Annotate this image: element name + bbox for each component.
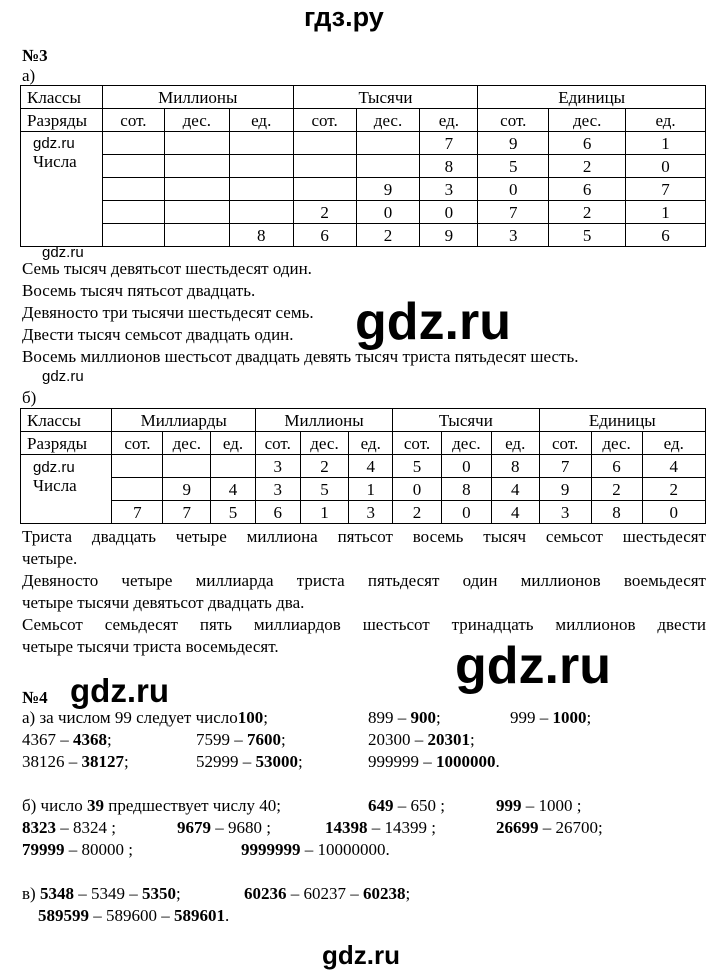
text: – 5349 – xyxy=(73,884,142,903)
class-billions: Миллиарды xyxy=(112,409,255,432)
paragraph-line: четыре тысячи триста восемьдесят. xyxy=(22,637,279,656)
class-thousands: Тысячи xyxy=(293,86,478,109)
text: 20300 – xyxy=(368,730,428,749)
digit-cell: 6 xyxy=(626,224,706,247)
digit-cell: 9 xyxy=(539,478,591,501)
numbers-header xyxy=(21,455,112,524)
text: б) число xyxy=(22,796,87,815)
digit-cell: 0 xyxy=(393,478,442,501)
digit-cell xyxy=(229,155,293,178)
digit-cell xyxy=(229,178,293,201)
answer: 4368 xyxy=(73,730,107,749)
digit-cell: 7 xyxy=(112,501,163,524)
text: – 80000 ; xyxy=(64,840,133,859)
digit-cell: 0 xyxy=(626,155,706,178)
text: – 10000000. xyxy=(300,840,390,859)
sentence: Восемь миллионов шестьсот двадцать девять тысяч триста пятьдесят шесть. xyxy=(22,347,579,366)
digit-cell: 3 xyxy=(255,478,300,501)
watermark-bottom: gdz.ru xyxy=(322,940,400,970)
table-row xyxy=(21,224,706,247)
class-millions: Миллионы xyxy=(255,409,392,432)
answer: 5350 xyxy=(141,884,176,903)
text: . xyxy=(225,906,230,925)
digit-cell xyxy=(164,155,229,178)
text: – 9680 ; xyxy=(211,818,271,837)
digit-cell xyxy=(112,455,163,478)
watermark-top: гдз.ру xyxy=(304,2,384,32)
ranks-header: Разряды xyxy=(21,432,112,455)
numbers-header xyxy=(21,132,103,247)
digit-cell: 9 xyxy=(356,178,420,201)
task3-number: №3 xyxy=(22,46,48,65)
table-a xyxy=(20,85,706,247)
task4-b-item xyxy=(368,796,445,816)
rank-cell: ед. xyxy=(626,109,706,132)
sentence: Двести тысяч семьсот двадцать один. xyxy=(22,325,294,344)
digit-cell: 0 xyxy=(642,501,705,524)
digit-cell xyxy=(164,224,229,247)
text: 899 – xyxy=(368,708,411,727)
answer: 38127 xyxy=(81,752,124,771)
task4-b-item xyxy=(22,818,116,838)
digit-cell xyxy=(102,155,164,178)
digit-cell: 6 xyxy=(549,178,626,201)
task4-a-item: 38126 – 38127; xyxy=(22,752,129,771)
digit-cell: 6 xyxy=(255,501,300,524)
paragraph-line: четыре тысячи девятьсот двадцать два. xyxy=(22,593,305,612)
rank-cell: ед. xyxy=(211,432,256,455)
answer: 900 xyxy=(410,708,436,727)
sentence: Девяносто три тысячи шестьдесят семь. xyxy=(22,303,314,322)
rank-cell: сот. xyxy=(102,109,164,132)
text: ; xyxy=(405,884,411,903)
rank-cell: дес. xyxy=(549,109,626,132)
text: 7599 – xyxy=(196,730,247,749)
rank-cell: сот. xyxy=(539,432,591,455)
digit-cell xyxy=(229,132,293,155)
answer: 20301 xyxy=(427,730,470,749)
digit-cell: 5 xyxy=(393,455,442,478)
digit-cell: 4 xyxy=(491,501,539,524)
rank-cell: ед. xyxy=(420,109,478,132)
table-a-classes-row xyxy=(21,86,706,109)
paragraph-line: Триста двадцать четыре миллиона пятьсот восемь тысяч семьсот шестьдесят xyxy=(22,527,706,546)
digit-cell xyxy=(164,132,229,155)
digit-cell: 4 xyxy=(349,455,393,478)
digit-cell: 2 xyxy=(549,201,626,224)
digit-cell: 6 xyxy=(293,224,356,247)
answer: 39 xyxy=(87,796,104,815)
task3-a-label: а) xyxy=(22,66,36,85)
task4-number: №4 xyxy=(22,688,48,707)
rank-cell: ед. xyxy=(229,109,293,132)
digit-cell: 2 xyxy=(300,455,349,478)
digit-cell xyxy=(356,155,420,178)
task4-b-item xyxy=(177,818,271,838)
digit-cell: 4 xyxy=(491,478,539,501)
digit-cell: 3 xyxy=(539,501,591,524)
task3-b-label: б) xyxy=(22,388,37,407)
digit-cell xyxy=(356,132,420,155)
text: – 1000 ; xyxy=(521,796,582,815)
digit-cell: 8 xyxy=(441,478,491,501)
digit-cell: 2 xyxy=(549,155,626,178)
task4-a-item: 899 – 900; xyxy=(368,708,441,727)
answer: 589599 xyxy=(38,906,89,925)
table-row xyxy=(21,501,706,524)
task4-a-item: 20300 – 20301; xyxy=(368,730,475,749)
answer: 79999 xyxy=(22,840,65,859)
answer: 14398 xyxy=(325,818,368,837)
text: – 26700; xyxy=(538,818,603,837)
answer: 7600 xyxy=(247,730,281,749)
paragraph-line: Девяносто четыре миллиарда триста пятьдесят один миллионов воемьдесят xyxy=(22,571,706,590)
rank-cell: сот. xyxy=(393,432,442,455)
digit-cell xyxy=(102,178,164,201)
ranks-header: Разряды xyxy=(21,109,103,132)
text: 4367 – xyxy=(22,730,73,749)
text: предшествует числу 40; xyxy=(104,796,281,815)
text: – 8324 ; xyxy=(56,818,116,837)
digit-cell: 7 xyxy=(626,178,706,201)
digit-cell xyxy=(163,455,211,478)
watermark-mid: gdz.ru xyxy=(70,672,169,709)
digit-cell: 2 xyxy=(356,224,420,247)
class-units: Единицы xyxy=(539,409,705,432)
table-b-classes-row xyxy=(21,409,706,432)
digit-cell: 9 xyxy=(420,224,478,247)
task4-b-item xyxy=(496,818,603,838)
digit-cell: 4 xyxy=(211,478,256,501)
rank-cell: ед. xyxy=(491,432,539,455)
table-row xyxy=(21,201,706,224)
answer: 26699 xyxy=(496,818,539,837)
digit-cell: 9 xyxy=(163,478,211,501)
rank-cell: сот. xyxy=(112,432,163,455)
task4-b-item xyxy=(22,840,133,860)
class-units: Единицы xyxy=(478,86,706,109)
answer: 100 xyxy=(237,708,264,727)
digit-cell: 4 xyxy=(642,455,705,478)
digit-cell: 0 xyxy=(356,201,420,224)
digit-cell xyxy=(293,155,356,178)
answer: 9999999 xyxy=(241,840,301,859)
table-row xyxy=(21,132,706,155)
answer: 53000 xyxy=(255,752,298,771)
rank-cell: дес. xyxy=(591,432,642,455)
digit-cell xyxy=(102,132,164,155)
rank-cell: дес. xyxy=(164,109,229,132)
rank-cell: сот. xyxy=(478,109,549,132)
answer: 5348 xyxy=(39,884,74,903)
digit-cell: 1 xyxy=(300,501,349,524)
task4-b-item xyxy=(325,818,436,838)
digit-cell: 1 xyxy=(626,132,706,155)
class-millions: Миллионы xyxy=(102,86,293,109)
task4-a-item: 999999 – 1000000. xyxy=(368,752,500,771)
digit-cell: 5 xyxy=(549,224,626,247)
digit-cell: 1 xyxy=(349,478,393,501)
digit-cell: 0 xyxy=(441,455,491,478)
rank-cell: дес. xyxy=(163,432,211,455)
rank-cell: сот. xyxy=(255,432,300,455)
sentence: Восемь тысяч пятьсот двадцать. xyxy=(22,281,256,300)
text: – 14399 ; xyxy=(367,818,436,837)
digit-cell: 7 xyxy=(539,455,591,478)
rank-cell: дес. xyxy=(300,432,349,455)
digit-cell xyxy=(229,201,293,224)
digit-cell: 7 xyxy=(420,132,478,155)
digit-cell: 3 xyxy=(255,455,300,478)
text: – 589600 – xyxy=(89,906,174,925)
text: в) xyxy=(22,884,40,903)
task4-b-line1 xyxy=(22,796,281,816)
digit-cell: 9 xyxy=(478,132,549,155)
text: а) за числом 99 следует число xyxy=(22,708,238,727)
table-row xyxy=(21,155,706,178)
digit-cell xyxy=(164,178,229,201)
task4-c-item xyxy=(38,906,229,926)
digit-cell: 8 xyxy=(420,155,478,178)
digit-cell: 7 xyxy=(163,501,211,524)
paragraph-line: Семьсот семьдесят пять миллиардов шестьсот тринадцать миллионов двести xyxy=(22,615,706,634)
digit-cell: 3 xyxy=(478,224,549,247)
table-row xyxy=(21,178,706,201)
watermark-big: gdz.ru xyxy=(455,637,611,695)
classes-header: Классы xyxy=(21,409,112,432)
task4-c-line1 xyxy=(22,884,181,904)
watermark-small: gdz.ru xyxy=(33,135,75,152)
digit-cell xyxy=(102,201,164,224)
answer: 999 xyxy=(496,796,522,815)
watermark-small: gdz.ru xyxy=(33,459,75,476)
table-a-ranks-row xyxy=(21,109,706,132)
digit-cell: 8 xyxy=(229,224,293,247)
text: – 650 ; xyxy=(393,796,445,815)
answer: 1000 xyxy=(552,708,587,727)
numbers-label: Числа xyxy=(33,476,77,495)
table-row xyxy=(21,455,706,478)
digit-cell xyxy=(293,178,356,201)
answer: 8323 xyxy=(22,818,56,837)
task4-b-item xyxy=(496,796,581,816)
numbers-label: Числа xyxy=(33,152,77,171)
digit-cell xyxy=(293,132,356,155)
digit-cell: 5 xyxy=(300,478,349,501)
task4-a-item: 4367 – 4368; xyxy=(22,730,112,749)
digit-cell: 3 xyxy=(349,501,393,524)
rank-cell: ед. xyxy=(642,432,705,455)
text: 52999 – xyxy=(196,752,256,771)
task4-b-item xyxy=(241,840,390,860)
digit-cell: 8 xyxy=(591,501,642,524)
task4-c-item xyxy=(244,884,410,904)
rank-cell: дес. xyxy=(441,432,491,455)
answer: 1000000 xyxy=(436,752,496,771)
digit-cell: 1 xyxy=(626,201,706,224)
digit-cell: 5 xyxy=(478,155,549,178)
table-b xyxy=(20,408,706,524)
digit-cell: 6 xyxy=(549,132,626,155)
answer: 649 xyxy=(368,796,394,815)
table-row xyxy=(21,478,706,501)
rank-cell: дес. xyxy=(356,109,420,132)
digit-cell: 2 xyxy=(591,478,642,501)
text: 38126 – xyxy=(22,752,82,771)
task4-a-line1: а) за числом 99 следует число100; xyxy=(22,708,268,727)
digit-cell: 7 xyxy=(478,201,549,224)
digit-cell: 3 xyxy=(420,178,478,201)
digit-cell: 0 xyxy=(478,178,549,201)
digit-cell: 0 xyxy=(420,201,478,224)
digit-cell: 2 xyxy=(642,478,705,501)
answer: 9679 xyxy=(177,818,211,837)
task4-a-item: 999 – 1000; xyxy=(510,708,592,727)
digit-cell xyxy=(164,201,229,224)
task4-a-item: 7599 – 7600; xyxy=(196,730,286,749)
answer: 60238 xyxy=(363,884,406,903)
answer: 60236 xyxy=(244,884,287,903)
watermark-small: gdz.ru xyxy=(42,244,84,261)
class-thousands: Тысячи xyxy=(393,409,540,432)
watermark-small: gdz.ru xyxy=(42,368,84,385)
table-b-ranks-row xyxy=(21,432,706,455)
watermark-big: gdz.ru xyxy=(355,293,511,351)
sentence: Семь тысяч девятьсот шестьдесят один. xyxy=(22,259,312,278)
digit-cell: 0 xyxy=(441,501,491,524)
digit-cell: 8 xyxy=(491,455,539,478)
rank-cell: сот. xyxy=(293,109,356,132)
answer: 589601 xyxy=(174,906,225,925)
digit-cell xyxy=(112,478,163,501)
text: 999999 – xyxy=(368,752,436,771)
classes-header: Классы xyxy=(21,86,103,109)
task4-a-item: 52999 – 53000; xyxy=(196,752,303,771)
digit-cell: 2 xyxy=(393,501,442,524)
text: 999 – xyxy=(510,708,553,727)
text: – 60237 – xyxy=(286,884,363,903)
digit-cell: 2 xyxy=(293,201,356,224)
text: ; xyxy=(175,884,181,903)
digit-cell xyxy=(102,224,164,247)
rank-cell: ед. xyxy=(349,432,393,455)
paragraph-line: четыре. xyxy=(22,549,78,568)
digit-cell: 6 xyxy=(591,455,642,478)
digit-cell: 5 xyxy=(211,501,256,524)
digit-cell xyxy=(211,455,256,478)
